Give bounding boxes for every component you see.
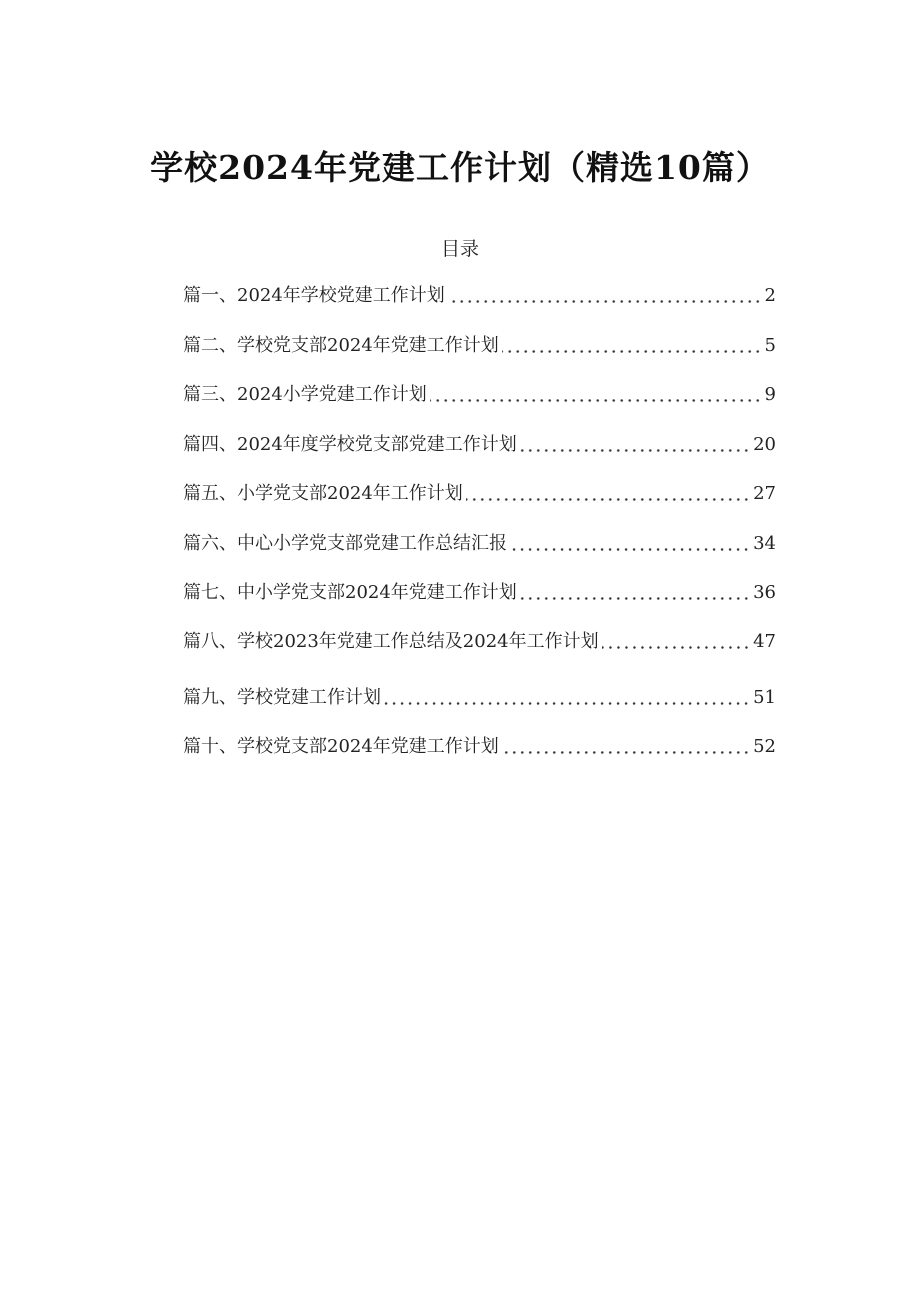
toc-entry-title: 篇八、学校2023年党建工作总结及2024年工作计划 bbox=[183, 631, 599, 652]
toc-entry-4[interactable] bbox=[183, 433, 776, 457]
toc-page-number: 36 bbox=[753, 582, 776, 603]
document-title: 学校2024年党建工作计划（精选10篇） bbox=[150, 148, 770, 187]
toc-page-number: 51 bbox=[753, 687, 776, 708]
toc-entry-6[interactable] bbox=[183, 532, 776, 556]
toc-entry-2[interactable] bbox=[183, 334, 776, 358]
dot-leader bbox=[602, 646, 750, 649]
toc-entry-9[interactable] bbox=[183, 686, 776, 710]
toc-heading: 目录 bbox=[440, 238, 479, 260]
dot-leader bbox=[520, 449, 750, 452]
toc-entry-title: 篇三、2024小学党建工作计划 bbox=[183, 384, 427, 405]
dot-leader bbox=[510, 548, 750, 551]
toc-entry-title: 篇四、2024年度学校党支部党建工作计划 bbox=[183, 434, 517, 455]
dot-leader bbox=[520, 597, 750, 600]
toc-page-number: 9 bbox=[764, 384, 776, 405]
toc-entry-5[interactable] bbox=[183, 482, 776, 506]
toc-entry-title: 篇九、学校党建工作计划 bbox=[183, 687, 381, 708]
toc-entry-title: 篇二、学校党支部2024年党建工作计划 bbox=[183, 335, 499, 356]
toc-entry-title: 篇七、中小学党支部2024年党建工作计划 bbox=[183, 582, 517, 603]
dot-leader bbox=[502, 751, 750, 754]
toc-entry-8[interactable] bbox=[183, 630, 776, 654]
toc-entry-7[interactable] bbox=[183, 581, 776, 605]
toc-page-number: 27 bbox=[753, 483, 776, 504]
toc-entry-10[interactable] bbox=[183, 735, 776, 759]
toc-entry-3[interactable] bbox=[183, 383, 776, 407]
toc-entry-title: 篇六、中心小学党支部党建工作总结汇报 bbox=[183, 533, 507, 554]
toc-page-number: 20 bbox=[753, 434, 776, 455]
toc-entry-title: 篇五、小学党支部2024年工作计划 bbox=[183, 483, 463, 504]
dot-leader bbox=[448, 300, 762, 303]
toc-page-number: 5 bbox=[764, 335, 776, 356]
toc-entry-1[interactable] bbox=[183, 284, 776, 308]
dot-leader bbox=[502, 350, 762, 353]
dot-leader bbox=[430, 399, 762, 402]
toc-page-number: 47 bbox=[753, 631, 776, 652]
toc-page-number: 2 bbox=[764, 285, 776, 306]
toc-entry-title: 篇一、2024年学校党建工作计划 bbox=[183, 285, 445, 306]
toc-entry-title: 篇十、学校党支部2024年党建工作计划 bbox=[183, 736, 499, 757]
dot-leader bbox=[384, 702, 750, 705]
dot-leader bbox=[466, 498, 750, 501]
toc-page-number: 52 bbox=[753, 736, 776, 757]
toc-page-number: 34 bbox=[753, 533, 776, 554]
